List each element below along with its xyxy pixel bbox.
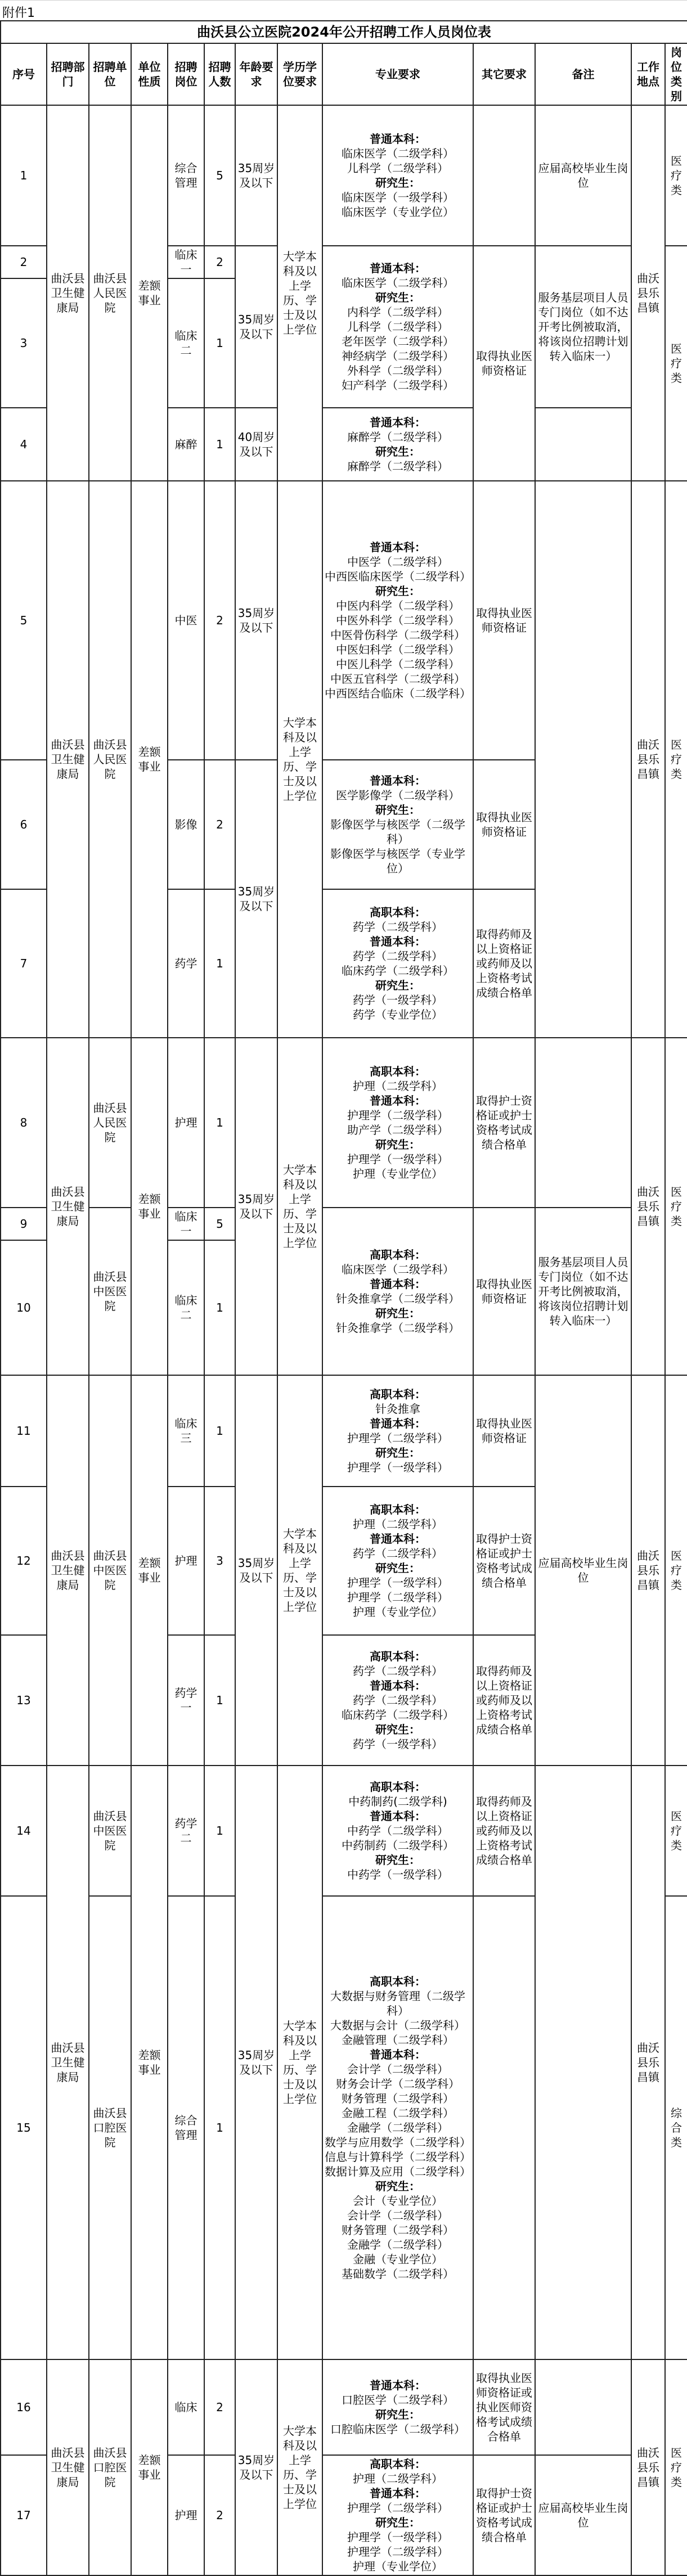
major-item: 内科学（二级学科） — [347, 305, 448, 319]
post-cell: 药学 — [168, 889, 204, 1038]
category-cell: 医疗类 — [665, 105, 687, 246]
major-item: 药学（二级学科） — [353, 920, 443, 934]
header-row — [1, 43, 687, 105]
major-item: 中医儿科学（二级学科） — [336, 657, 460, 671]
major-item: 护理学（一级学科） — [347, 1152, 448, 1166]
post-cell: 临床 — [168, 2359, 204, 2455]
grid-line — [0, 0, 687, 1]
major-item: 金融学（二级学科） — [347, 2121, 448, 2134]
unit-cell: 曲沃县中医医院 — [89, 1375, 131, 1766]
post-cell: 麻醉 — [168, 408, 204, 481]
major-item: 中药学（一级学科） — [347, 1868, 448, 1881]
label-putong: 普通本科： — [370, 935, 426, 948]
category-cell: 医疗类 — [665, 246, 687, 481]
post-cell: 临床二 — [168, 1240, 204, 1375]
label-gaozhi: 高职本科： — [370, 1503, 426, 1516]
note-cell — [535, 408, 631, 481]
major-item: 中西医临床医学（二级学科） — [325, 570, 471, 583]
seq-cell: 9 — [1, 1208, 47, 1240]
major-item: 口腔医学（二级学科） — [342, 2393, 454, 2407]
label-yanjiu: 研究生： — [375, 291, 420, 304]
major-item: 临床医学（二级学科） — [342, 276, 454, 290]
dept-cell: 曲沃县卫生健康局 — [47, 105, 89, 481]
header-unit-type: 单位性质 — [131, 43, 168, 105]
table-row — [1, 1375, 687, 1487]
label-yanjiu: 研究生： — [375, 2179, 420, 2193]
major-cell — [322, 1635, 473, 1766]
table-row — [1, 105, 687, 246]
other-cell — [473, 1896, 535, 2359]
major-item: 临床医学（专业学位） — [342, 205, 454, 219]
seq-cell: 5 — [1, 481, 47, 760]
major-cell — [322, 760, 473, 889]
major-item: 药学（专业学位） — [353, 1008, 443, 1021]
label-putong: 普通本科： — [370, 541, 426, 554]
major-item: 会计学（二级学科） — [347, 2062, 448, 2076]
post-cell: 护理 — [168, 1487, 204, 1635]
major-item: 财务会计学（二级学科） — [336, 2077, 460, 2091]
note-cell: 服务基层项目人员专门岗位（如不达开考比例被取消，将该岗位招聘计划转入临床一） — [535, 1208, 631, 1375]
major-item: 外科学（二级学科） — [347, 364, 448, 377]
category-cell: 医疗类 — [665, 2359, 687, 2575]
label-yanjiu: 研究生： — [375, 803, 420, 817]
label-yanjiu: 研究生： — [375, 1723, 420, 1736]
post-cell: 临床一 — [168, 246, 204, 278]
major-item: 数据计算及应用（二级学科） — [325, 2165, 471, 2178]
major-item: 中医骨伤科学（二级学科） — [330, 628, 465, 642]
major-item: 会计学（二级学科） — [347, 2209, 448, 2222]
count-cell: 1 — [204, 278, 235, 408]
edu-cell: 大学本科及以上学历、学士及以上学位 — [277, 105, 322, 481]
major-item: 护理（专业学位） — [353, 2560, 443, 2573]
major-cell — [322, 105, 473, 246]
category-cell: 医疗类 — [665, 1038, 687, 1375]
location-cell: 曲沃县乐昌镇 — [631, 105, 665, 481]
major-item: 中医学（二级学科） — [347, 555, 448, 569]
major-cell — [322, 1208, 473, 1375]
note-cell — [535, 481, 631, 1038]
unit-type-cell: 差额事业 — [131, 1766, 168, 2359]
post-cell: 临床二 — [168, 278, 204, 408]
table-row — [1, 2359, 687, 2455]
other-cell: 取得执业医师资格证 — [473, 246, 535, 481]
other-cell: 取得执业医师资格证 — [473, 481, 535, 760]
dept-cell: 曲沃县卫生健康局 — [47, 1375, 89, 1766]
label-putong: 普通本科： — [370, 132, 426, 146]
major-item: 针灸推拿学（二级学科） — [336, 1292, 460, 1305]
major-item: 护理学（二级学科） — [347, 1109, 448, 1122]
major-item: 老年医学（二级学科） — [342, 335, 454, 348]
major-item: 护理学（二级学科） — [347, 2545, 448, 2559]
major-item: 中医内科学（二级学科） — [336, 599, 460, 613]
seq-cell: 6 — [1, 760, 47, 889]
seq-cell: 7 — [1, 889, 47, 1038]
location-cell: 曲沃县乐昌镇 — [631, 481, 665, 1038]
major-item: 金融学（二级学科） — [347, 2238, 448, 2251]
major-item: 护理（二级学科） — [353, 1517, 443, 1531]
age-cell: 35周岁及以下 — [235, 481, 277, 760]
label-yanjiu: 研究生： — [375, 584, 420, 598]
other-cell: 取得药师及以上资格证或药师及以上资格考试成绩合格单 — [473, 1635, 535, 1766]
unit-cell: 曲沃县口腔医院 — [89, 1896, 131, 2359]
count-cell: 3 — [204, 1487, 235, 1635]
post-cell: 药学二 — [168, 1766, 204, 1896]
other-cell: 取得执业医师资格证 — [473, 760, 535, 889]
header-note: 备注 — [535, 43, 631, 105]
table-row — [1, 481, 687, 760]
post-cell: 综合管理 — [168, 1896, 204, 2359]
count-cell: 1 — [204, 1766, 235, 1896]
other-cell: 取得护士资格证或护士资格考试成绩合格单 — [473, 1487, 535, 1635]
seq-cell: 11 — [1, 1375, 47, 1487]
table-row — [1, 1038, 687, 1208]
major-item: 基础数学（二级学科） — [342, 2267, 454, 2281]
major-item: 护理（专业学位） — [353, 1167, 443, 1181]
major-item: 影像医学与核医学（二级学科） — [330, 818, 465, 846]
label-putong: 普通本科： — [370, 1809, 426, 1823]
note-cell — [535, 1766, 631, 2359]
major-item: 护理学（一级学科） — [347, 1461, 448, 1474]
header-unit: 招聘单位 — [89, 43, 131, 105]
table-title: 曲沃县公立医院2024年公开招聘工作人员岗位表 — [1, 21, 687, 43]
label-gaozhi: 高职本科： — [370, 1650, 426, 1663]
age-cell: 35周岁及以下 — [235, 246, 277, 408]
seq-cell: 14 — [1, 1766, 47, 1896]
other-cell: 取得护士资格证或护士资格考试成绩合格单 — [473, 1038, 535, 1208]
major-cell — [322, 1375, 473, 1487]
header-category: 岗位类别 — [665, 43, 687, 105]
label-putong: 普通本科： — [370, 1679, 426, 1692]
header-major: 专业要求 — [322, 43, 473, 105]
unit-type-cell: 差额事业 — [131, 481, 168, 1038]
major-item: 中西医结合临床（二级学科） — [325, 687, 471, 700]
other-cell: 取得执业医师资格证或执业医师资格考试成绩合格单 — [473, 2359, 535, 2455]
major-item: 助产学（二级学科） — [347, 1123, 448, 1137]
note-cell: 应届高校毕业生岗位 — [535, 2455, 631, 2575]
unit-cell: 曲沃县人民医院 — [89, 1038, 131, 1208]
category-cell: 医疗类 — [665, 481, 687, 1038]
label-yanjiu: 研究生： — [375, 979, 420, 992]
label-gaozhi: 高职本科： — [370, 1780, 426, 1794]
major-item: 临床医学（二级学科） — [342, 147, 454, 160]
post-cell: 临床一 — [168, 1208, 204, 1240]
label-gaozhi: 高职本科： — [370, 1065, 426, 1078]
major-cell — [322, 2455, 473, 2575]
major-cell — [322, 1487, 473, 1635]
seq-cell: 3 — [1, 278, 47, 408]
major-item: 神经病学（二级学科） — [342, 349, 454, 363]
count-cell: 1 — [204, 1635, 235, 1766]
age-cell: 35周岁及以下 — [235, 760, 277, 1038]
label-putong: 普通本科： — [370, 1417, 426, 1430]
table-row — [1, 1766, 687, 1896]
note-cell: 应届高校毕业生岗位 — [535, 1375, 631, 1766]
label-putong: 普通本科： — [370, 1532, 426, 1546]
edu-cell: 大学本科及以上学历、学士及以上学位 — [277, 2359, 322, 2575]
major-item: 麻醉学（二级学科） — [347, 460, 448, 473]
major-item: 中医五官科学（二级学科） — [330, 672, 465, 686]
location-cell: 曲沃县乐昌镇 — [631, 2359, 665, 2575]
attachment-label: 附件1 — [2, 6, 35, 20]
major-item: 临床药学（二级学科） — [342, 964, 454, 978]
major-item: 大数据与会计（二级学科） — [330, 2019, 465, 2032]
major-item: 护理学（二级学科） — [347, 1431, 448, 1445]
seq-cell: 4 — [1, 408, 47, 481]
dept-cell: 曲沃县卫生健康局 — [47, 1766, 89, 2359]
category-cell: 综合类 — [665, 1896, 687, 2359]
label-gaozhi: 高职本科： — [370, 2457, 426, 2471]
other-cell — [473, 105, 535, 246]
major-item: 财务管理（二级学科） — [342, 2223, 454, 2237]
major-item: 护理学（二级学科） — [347, 2501, 448, 2515]
label-yanjiu: 研究生： — [375, 2516, 420, 2529]
dept-cell: 曲沃县卫生健康局 — [47, 2359, 89, 2575]
label-putong: 普通本科： — [370, 2487, 426, 2500]
major-item: 临床药学（二级学科） — [342, 1708, 454, 1722]
major-item: 药学（一级学科） — [353, 1737, 443, 1751]
count-cell: 1 — [204, 1038, 235, 1208]
table-row — [1, 1208, 687, 1240]
count-cell: 2 — [204, 246, 235, 278]
label-yanjiu: 研究生： — [375, 1853, 420, 1867]
age-cell: 35周岁及以下 — [235, 1038, 277, 1375]
label-yanjiu: 研究生： — [375, 2408, 420, 2421]
label-gaozhi: 高职本科： — [370, 1248, 426, 1262]
age-cell: 35周岁及以下 — [235, 1766, 277, 2359]
major-item: 中药制药（二级学科） — [342, 1839, 454, 1852]
label-putong: 普通本科： — [370, 2048, 426, 2061]
seq-cell: 10 — [1, 1240, 47, 1375]
post-cell: 护理 — [168, 1038, 204, 1208]
major-item: 口腔临床医学（二级学科） — [330, 2422, 465, 2436]
count-cell: 2 — [204, 760, 235, 889]
major-item: 中药学（二级学科） — [347, 1824, 448, 1838]
header-count: 招聘人数 — [204, 43, 235, 105]
other-cell: 取得执业医师资格证 — [473, 1208, 535, 1375]
sheet-top — [0, 0, 687, 20]
other-cell: 取得药师及以上资格证或药师及以上资格考试成绩合格单 — [473, 889, 535, 1038]
label-yanjiu: 研究生： — [375, 176, 420, 190]
major-item: 药学（二级学科） — [353, 1664, 443, 1678]
label-putong: 普通本科： — [370, 1277, 426, 1291]
header-edu: 学历学位要求 — [277, 43, 322, 105]
label-yanjiu: 研究生： — [375, 1446, 420, 1460]
major-cell — [322, 1766, 473, 1896]
location-cell: 曲沃县乐昌镇 — [631, 1038, 665, 1375]
major-item: 中医妇科学（二级学科） — [336, 643, 460, 656]
post-cell: 综合管理 — [168, 105, 204, 246]
note-cell: 服务基层项目人员专门岗位（如不达开考比例被取消，将该岗位招聘计划转入临床一） — [535, 246, 631, 408]
post-cell: 药学一 — [168, 1635, 204, 1766]
seq-cell: 1 — [1, 105, 47, 246]
header-age: 年龄要求 — [235, 43, 277, 105]
seq-cell: 15 — [1, 1896, 47, 2359]
count-cell: 5 — [204, 1208, 235, 1240]
seq-cell: 17 — [1, 2455, 47, 2575]
major-item: 护理学（一级学科） — [347, 1576, 448, 1589]
count-cell: 1 — [204, 408, 235, 481]
unit-cell: 曲沃县中医医院 — [89, 1766, 131, 1896]
major-item: 金融工程（二级学科） — [342, 2106, 454, 2120]
label-yanjiu: 研究生： — [375, 1138, 420, 1151]
major-item: 金融（专业学位） — [353, 2253, 443, 2266]
count-cell: 1 — [204, 1896, 235, 2359]
category-cell: 医疗类 — [665, 1766, 687, 1896]
major-item: 麻醉学（二级学科） — [347, 430, 448, 444]
major-item: 针灸推拿 — [375, 1402, 420, 1416]
unit-cell: 曲沃县口腔医院 — [89, 2359, 131, 2575]
label-yanjiu: 研究生： — [375, 445, 420, 458]
major-item: 药学（二级学科） — [353, 1547, 443, 1560]
seq-cell: 2 — [1, 246, 47, 278]
major-item: 儿科学（二级学科） — [347, 320, 448, 334]
edu-cell: 大学本科及以上学历、学士及以上学位 — [277, 1375, 322, 1766]
unit-type-cell: 差额事业 — [131, 1375, 168, 1766]
major-item: 大数据与财务管理（二级学科） — [330, 1989, 465, 2017]
unit-type-cell: 差额事业 — [131, 105, 168, 481]
major-item: 信息与计算科学（二级学科） — [325, 2150, 471, 2164]
location-cell: 曲沃县乐昌镇 — [631, 1766, 665, 2359]
seq-cell: 13 — [1, 1635, 47, 1766]
label-yanjiu: 研究生： — [375, 1561, 420, 1575]
note-cell — [535, 1038, 631, 1208]
note-cell: 应届高校毕业生岗位 — [535, 105, 631, 246]
major-item: 护理学（一级学科） — [347, 2530, 448, 2544]
edu-cell: 大学本科及以上学历、学士及以上学位 — [277, 1766, 322, 2359]
header-dept: 招聘部门 — [47, 43, 89, 105]
edu-cell: 大学本科及以上学历、学士及以上学位 — [277, 1038, 322, 1375]
major-item: 中药制药(二级学科) — [348, 1795, 447, 1808]
age-cell: 35周岁及以下 — [235, 105, 277, 246]
label-putong: 普通本科： — [370, 416, 426, 429]
edu-cell: 大学本科及以上学历、学士及以上学位 — [277, 481, 322, 1038]
major-item: 临床医学（二级学科） — [342, 1263, 454, 1276]
label-putong: 普通本科： — [370, 262, 426, 275]
label-gaozhi: 高职本科： — [370, 1975, 426, 1988]
header-post: 招聘岗位 — [168, 43, 204, 105]
count-cell: 1 — [204, 889, 235, 1038]
major-item: 金融管理（二级学科） — [342, 2033, 454, 2047]
post-cell: 影像 — [168, 760, 204, 889]
dept-cell: 曲沃县卫生健康局 — [47, 1038, 89, 1375]
major-item: 药学（二级学科） — [353, 1694, 443, 1707]
major-item: 数学与应用数学（二级学科） — [325, 2136, 471, 2149]
age-cell: 40周岁及以下 — [235, 408, 277, 481]
other-cell: 取得药师及以上资格证或药师及以上资格考试成绩合格单 — [473, 1766, 535, 1896]
other-cell: 取得执业医师资格证 — [473, 1375, 535, 1487]
label-gaozhi: 高职本科： — [370, 1388, 426, 1401]
count-cell: 2 — [204, 2455, 235, 2575]
major-item: 护理学（二级学科） — [347, 1591, 448, 1604]
unit-cell: 曲沃县人民医院 — [89, 105, 131, 481]
dept-cell: 曲沃县卫生健康局 — [47, 481, 89, 1038]
count-cell: 5 — [204, 105, 235, 246]
major-cell — [322, 1038, 473, 1208]
post-cell: 临床三 — [168, 1375, 204, 1487]
count-cell: 2 — [204, 481, 235, 760]
major-item: 医学影像学（二级学科） — [336, 789, 460, 802]
label-putong: 普通本科： — [370, 1094, 426, 1107]
header-location: 工作地点 — [631, 43, 665, 105]
unit-cell: 曲沃县中医医院 — [89, 1208, 131, 1375]
unit-type-cell: 差额事业 — [131, 1038, 168, 1375]
seq-cell: 12 — [1, 1487, 47, 1635]
major-item: 影像医学与核医学（专业学位） — [330, 847, 465, 875]
note-cell — [535, 2359, 631, 2455]
header-seq: 序号 — [1, 43, 47, 105]
major-item: 针灸推拿学（二级学科） — [336, 1321, 460, 1335]
seq-cell: 16 — [1, 2359, 47, 2455]
major-cell — [322, 2359, 473, 2455]
major-item: 护理（二级学科） — [353, 1079, 443, 1093]
major-cell — [322, 481, 473, 760]
major-item: 护理（二级学科） — [353, 2472, 443, 2485]
post-cell: 中医 — [168, 481, 204, 760]
major-item: 药学（二级学科） — [353, 949, 443, 963]
major-item: 会计（专业学位） — [353, 2194, 443, 2208]
major-item: 临床医学（一级学科） — [342, 191, 454, 204]
major-item: 中医外科学（二级学科） — [336, 614, 460, 627]
unit-cell: 曲沃县人民医院 — [89, 481, 131, 1038]
category-cell: 医疗类 — [665, 1375, 687, 1766]
major-item: 妇产科学（二级学科） — [342, 379, 454, 392]
label-gaozhi: 高职本科： — [370, 906, 426, 919]
label-putong: 普通本科： — [370, 774, 426, 787]
age-cell: 35周岁及以下 — [235, 2359, 277, 2575]
count-cell: 1 — [204, 1375, 235, 1487]
header-other: 其它要求 — [473, 43, 535, 105]
seq-cell: 8 — [1, 1038, 47, 1208]
major-item: 财务管理（二级学科） — [342, 2092, 454, 2105]
location-cell: 曲沃县乐昌镇 — [631, 1375, 665, 1766]
major-cell — [322, 246, 473, 408]
post-cell: 护理 — [168, 2455, 204, 2575]
other-cell: 取得护士资格证或护士资格考试成绩合格单 — [473, 2455, 535, 2575]
unit-type-cell: 差额事业 — [131, 2359, 168, 2575]
count-cell: 1 — [204, 1240, 235, 1375]
count-cell: 2 — [204, 2359, 235, 2455]
recruitment-table — [0, 20, 687, 2576]
age-cell: 35周岁及以下 — [235, 1375, 277, 1766]
major-item: 护理（专业学位） — [353, 1605, 443, 1619]
label-yanjiu: 研究生： — [375, 1307, 420, 1320]
major-item: 儿科学（二级学科） — [347, 161, 448, 175]
label-putong: 普通本科： — [370, 2379, 426, 2392]
major-cell — [322, 408, 473, 481]
major-cell — [322, 889, 473, 1038]
major-cell — [322, 1896, 473, 2359]
major-item: 药学（一级学科） — [353, 993, 443, 1007]
